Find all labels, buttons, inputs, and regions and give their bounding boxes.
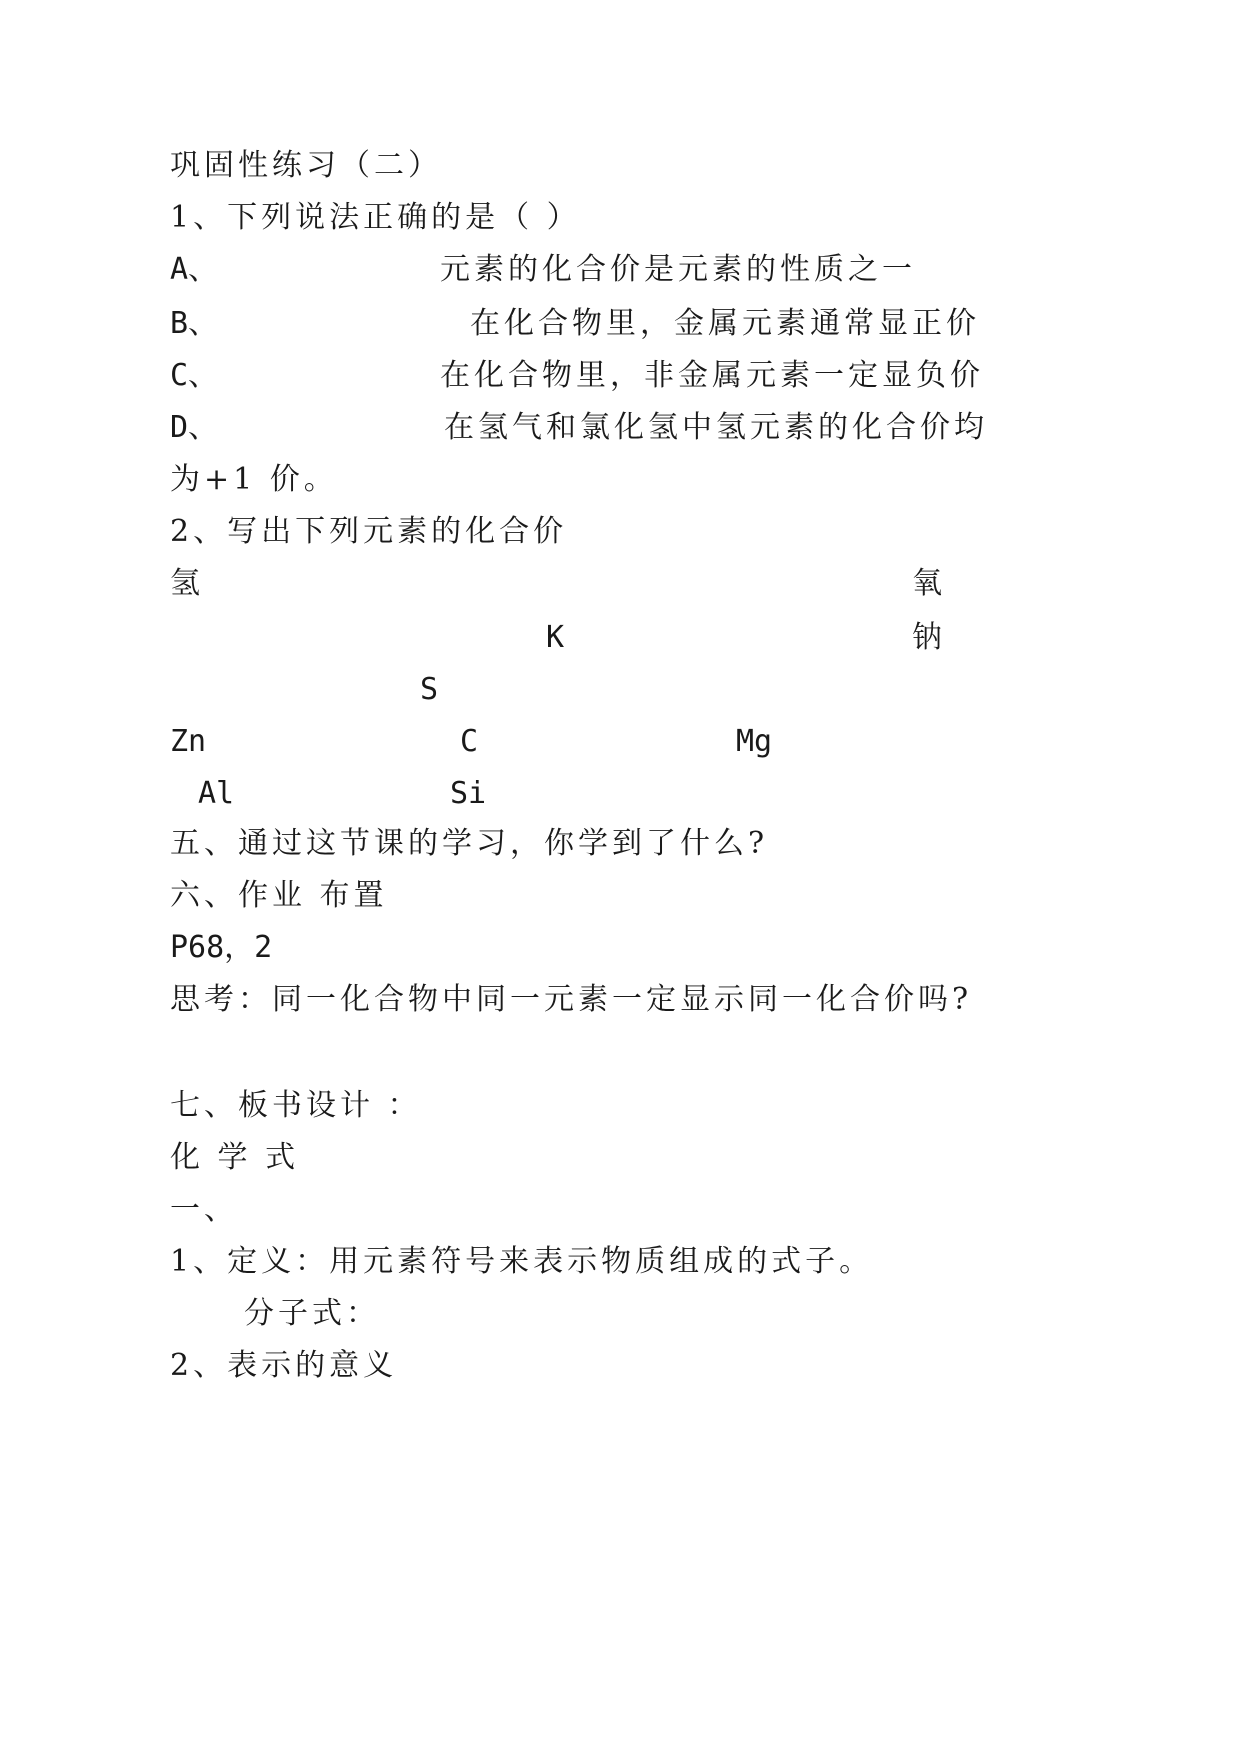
element-sodium: 钠 [912, 620, 946, 655]
homework-reference: P68，2 [170, 930, 273, 965]
option-b-text: 在化合物里，金属元素通常显正价 [470, 306, 980, 341]
think-question: 思考：同一化合物中同一元素一定显示同一化合价吗? [170, 982, 973, 1017]
board-subject: 化 学 式 [170, 1140, 300, 1175]
option-b-label: B、 [170, 306, 219, 341]
element-oxygen: 氧 [912, 566, 946, 601]
element-aluminum: Al [198, 776, 235, 811]
section-6-title: 六、作业 布置 [170, 878, 388, 913]
molecular-formula-label: 分子式： [244, 1296, 380, 1331]
definition-line: 1、定义：用元素符号来表示物质组成的式子。 [170, 1244, 874, 1279]
section-5-question: 五、通过这节课的学习，你学到了什么? [170, 826, 769, 861]
option-d-continuation: 为+1 价。 [170, 462, 338, 497]
question-2-stem: 2、写出下列元素的化合价 [170, 514, 568, 549]
option-c-text: 在化合物里，非金属元素一定显负价 [440, 358, 984, 393]
meaning-line: 2、表示的意义 [170, 1348, 398, 1383]
element-magnesium: Mg [736, 724, 773, 759]
option-d-label: D、 [170, 410, 219, 445]
element-silicon: Si [450, 776, 487, 811]
option-d-text: 在氢气和氯化氢中氢元素的化合价均 [444, 410, 988, 445]
element-zinc: Zn [170, 724, 207, 759]
question-1-stem: 1、下列说法正确的是（ ） [170, 200, 581, 235]
element-hydrogen: 氢 [170, 566, 204, 601]
element-carbon: C [460, 724, 479, 759]
section-7-title: 七、板书设计 ： [170, 1088, 422, 1123]
board-part-1: 一、 [170, 1192, 238, 1227]
element-potassium: K [546, 620, 565, 655]
option-c-label: C、 [170, 358, 219, 393]
option-a-label: A、 [170, 252, 219, 287]
exercise-heading: 巩固性练习（二） [170, 148, 442, 183]
option-a-text: 元素的化合价是元素的性质之一 [440, 252, 916, 287]
element-sulfur: S [420, 672, 439, 707]
